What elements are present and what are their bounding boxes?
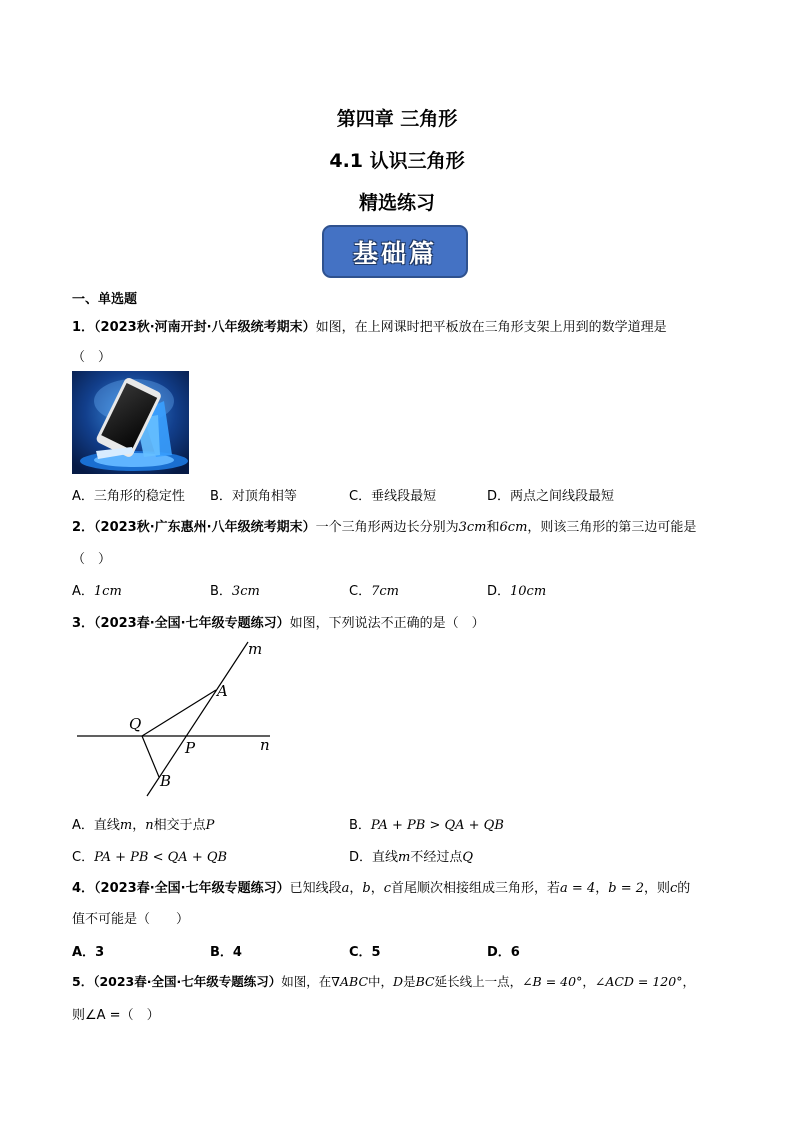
q3-option-a[interactable]: A．直线m，n相交于点P [72, 818, 215, 833]
question-2: 2．（2023秋·广东惠州·八年级统考期末）一个三角形两边长分别为3cm和6cm，则该三角形的第三边可能是 [72, 520, 697, 535]
q1-option-a[interactable]: A．三角形的稳定性 [72, 489, 185, 504]
label-p: P [185, 739, 196, 757]
q2-option-c[interactable]: C．7cm [349, 584, 399, 599]
label-q: Q [129, 715, 142, 733]
section-title: 4.1 认识三角形 [329, 150, 465, 172]
part-heading: 一、单选题 [72, 292, 138, 307]
question-1: 1．（2023秋·河南开封·八年级统考期末）如图，在上网课时把平板放在三角形支架上用到的数学道理是 [72, 320, 667, 335]
question-2-paren: （ ） [72, 552, 112, 567]
question-4-line-2: 值不可能是（ ） [72, 912, 190, 927]
question-3: 3．（2023春·全国·七年级专题练习）如图，下列说法不正确的是（ ） [72, 616, 485, 631]
question-5-line-2: 则∠A =（ ） [72, 1008, 160, 1023]
q4-option-c[interactable]: C．5 [349, 945, 381, 960]
q2-option-b[interactable]: B．3cm [210, 584, 260, 599]
label-a: A [217, 682, 228, 700]
q3-option-c[interactable]: C．PA + PB < QA + QB [72, 850, 228, 865]
subtitle: 精选练习 [358, 192, 435, 214]
q1-option-d[interactable]: D．两点之间线段最短 [487, 489, 615, 504]
phone-stand-photo [72, 371, 189, 474]
question-1-paren: （ ） [72, 350, 112, 365]
q3-option-d[interactable]: D．直线m不经过点Q [349, 850, 474, 865]
geometry-figure [70, 636, 300, 806]
chapter-title: 第四章 三角形 [336, 108, 458, 130]
label-n: n [260, 736, 270, 754]
level-badge-label: 基础篇 [352, 238, 437, 268]
label-b: B [160, 772, 172, 790]
q1-option-c[interactable]: C．垂线段最短 [349, 489, 437, 504]
segment-qa [142, 690, 216, 736]
q4-option-a[interactable]: A．3 [72, 945, 105, 960]
q2-option-a[interactable]: A．1cm [72, 584, 122, 599]
question-5: 5．（2023春·全国·七年级专题练习）如图，在∇ABC中，D是BC延长线上一点，∠B = 40°，∠ACD = 120°， [72, 974, 695, 989]
level-badge [322, 225, 468, 278]
q4-option-d[interactable]: D．6 [487, 945, 520, 960]
q1-option-b[interactable]: B．对顶角相等 [210, 489, 297, 504]
question-4: 4．（2023春·全国·七年级专题练习）已知线段a，b，c首尾顺次相接组成三角形，若a = 4，b = 2，则c的 [72, 881, 691, 896]
q3-option-b[interactable]: B．PA + PB > QA + QB [349, 818, 504, 833]
segment-qb [142, 736, 159, 777]
q4-option-b[interactable]: B．4 [210, 945, 242, 960]
q2-option-d[interactable]: D．10cm [487, 584, 547, 599]
label-m: m [248, 640, 263, 658]
